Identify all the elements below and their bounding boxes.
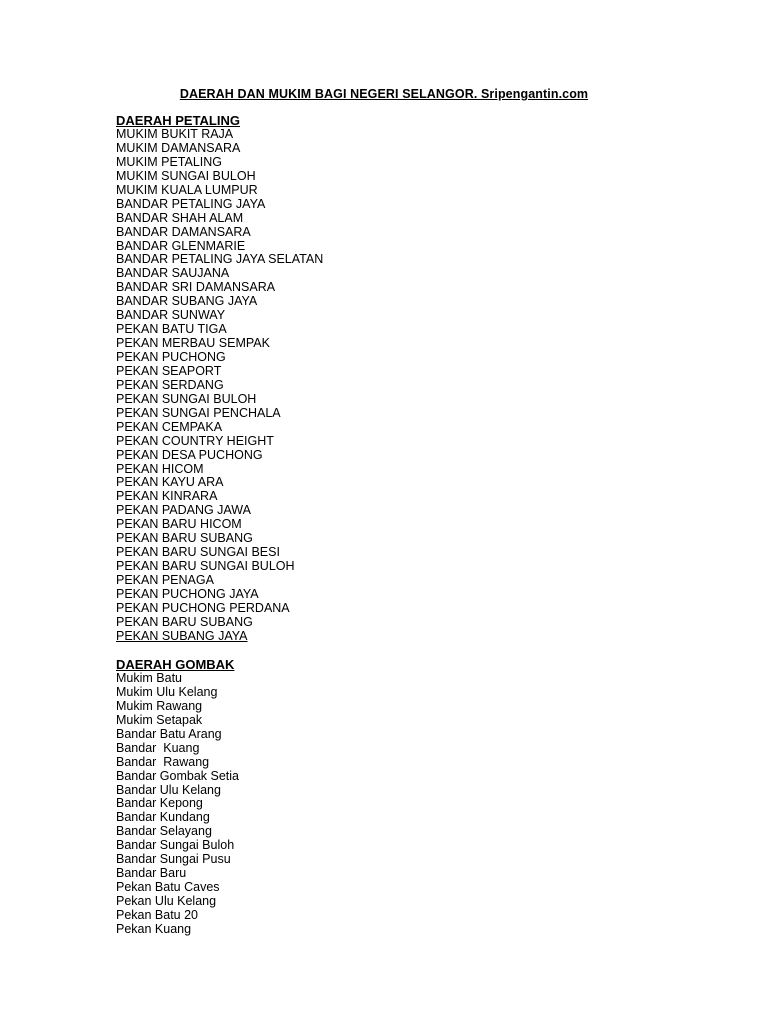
list-item: BANDAR SAUJANA bbox=[116, 266, 230, 281]
list-item: PEKAN BATU TIGA bbox=[116, 322, 227, 337]
list-item: Bandar Selayang bbox=[116, 824, 212, 839]
list-item: Bandar Baru bbox=[116, 866, 187, 881]
list-item: PEKAN BARU SUBANG bbox=[116, 531, 253, 546]
list-item: MUKIM KUALA LUMPUR bbox=[116, 182, 258, 197]
list-item: BANDAR SHAH ALAM bbox=[116, 210, 244, 225]
list-item: PEKAN BARU SUBANG bbox=[116, 614, 253, 629]
list-item: MUKIM BUKIT RAJA bbox=[116, 127, 234, 141]
list-item: PEKAN SERDANG bbox=[116, 377, 224, 392]
list-item: PEKAN PADANG JAWA bbox=[116, 503, 251, 518]
list-item: Mukim Ulu Kelang bbox=[116, 684, 218, 699]
list-item: Bandar Ulu Kelang bbox=[116, 782, 221, 797]
list-item: Bandar Sungai Buloh bbox=[116, 838, 235, 853]
list-item: PEKAN KINRARA bbox=[116, 489, 218, 504]
document-title: DAERAH DAN MUKIM BAGI NEGERI SELANGOR. Sripengantin.com bbox=[179, 87, 589, 101]
list-item: BANDAR PETALING JAYA SELATAN bbox=[116, 252, 324, 267]
list-item: Pekan Ulu Kelang bbox=[116, 894, 217, 908]
gombak-entry-list bbox=[116, 672, 239, 937]
section-daerah-gombak bbox=[116, 658, 239, 937]
list-item: Bandar Kepong bbox=[116, 796, 203, 811]
list-item: PEKAN BARU SUNGAI BULOH bbox=[116, 559, 295, 574]
list-item: Mukim Batu bbox=[116, 671, 182, 685]
section-daerah-petaling bbox=[116, 114, 323, 644]
list-item: PEKAN SEAPORT bbox=[116, 363, 222, 378]
list-item: Bandar Batu Arang bbox=[116, 726, 222, 741]
list-item: BANDAR SUBANG JAYA bbox=[116, 294, 258, 309]
list-item: PEKAN PENAGA bbox=[116, 573, 214, 587]
list-item: PEKAN HICOM bbox=[116, 461, 204, 476]
list-item: Mukim Rawang bbox=[116, 698, 203, 713]
section-heading-petaling: DAERAH PETALING bbox=[116, 113, 240, 128]
list-item: PEKAN SUBANG JAYA bbox=[116, 628, 248, 643]
list-item: BANDAR DAMANSARA bbox=[116, 224, 251, 239]
list-item: PEKAN PUCHONG bbox=[116, 350, 226, 364]
list-item: PEKAN CEMPAKA bbox=[116, 419, 223, 434]
list-item: Bandar Sungai Pusu bbox=[116, 852, 231, 867]
list-item: PEKAN SUNGAI BULOH bbox=[116, 391, 257, 406]
list-item: PEKAN DESA PUCHONG bbox=[116, 447, 263, 462]
list-item: PEKAN KAYU ARA bbox=[116, 475, 224, 490]
section-heading-gombak: DAERAH GOMBAK bbox=[116, 657, 235, 672]
list-item: Bandar Gombak Setia bbox=[116, 768, 239, 783]
list-item: Bandar Kundang bbox=[116, 810, 210, 825]
list-item: PEKAN SUNGAI PENCHALA bbox=[116, 405, 281, 420]
list-item: PEKAN MERBAU SEMPAK bbox=[116, 336, 270, 351]
list-item: Bandar Rawang bbox=[116, 754, 210, 769]
list-item: PEKAN COUNTRY HEIGHT bbox=[116, 433, 274, 448]
list-item: Mukim Setapak bbox=[116, 712, 203, 727]
list-item: PEKAN PUCHONG PERDANA bbox=[116, 600, 290, 615]
list-item: MUKIM PETALING bbox=[116, 154, 223, 169]
list-item: BANDAR GLENMARIE bbox=[116, 238, 246, 253]
list-item: Bandar Kuang bbox=[116, 740, 200, 755]
list-item: BANDAR PETALING JAYA bbox=[116, 196, 266, 211]
petaling-entry-list bbox=[116, 128, 323, 644]
list-item: Pekan Kuang bbox=[116, 921, 192, 936]
list-item: PEKAN PUCHONG JAYA bbox=[116, 586, 259, 601]
list-item: MUKIM SUNGAI BULOH bbox=[116, 168, 256, 183]
list-item: PEKAN BARU SUNGAI BESI bbox=[116, 545, 280, 560]
list-item: Pekan Batu 20 bbox=[116, 907, 199, 922]
list-item: BANDAR SRI DAMANSARA bbox=[116, 280, 276, 295]
list-item: MUKIM DAMANSARA bbox=[116, 140, 241, 155]
list-item: BANDAR SUNWAY bbox=[116, 308, 226, 323]
list-item: Pekan Batu Caves bbox=[116, 880, 220, 895]
list-item: PEKAN BARU HICOM bbox=[116, 517, 242, 532]
